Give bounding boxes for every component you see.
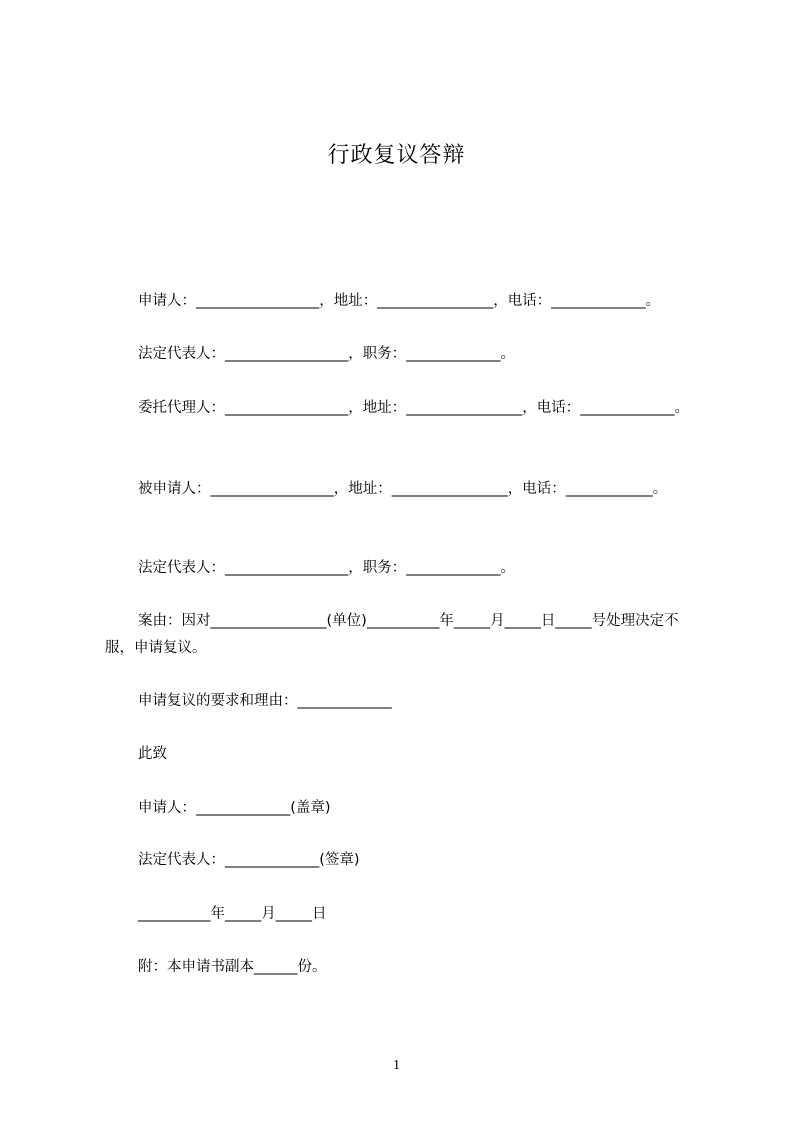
- applicant-line: 申请人：_________________，地址：________________，电话：_____________。: [138, 293, 660, 309]
- salutation-line: 此致: [138, 746, 167, 762]
- date-line: __________年_____月_____日: [138, 906, 327, 922]
- applicant-legal-rep-line: 法定代表人：_________________，职务：_____________。: [138, 346, 515, 362]
- document-title: 行政复议答辩: [327, 143, 466, 168]
- attachment-line: 附：本申请书副本______份。: [138, 959, 327, 975]
- case-reason-line: 案由：因对________________(单位)__________年_____月_____日_____号处理决定不服，申请复议。: [105, 613, 679, 656]
- agent-line: 委托代理人：_________________，地址：________________，电话：_____________。: [138, 400, 689, 416]
- request-reason-line: 申请复议的要求和理由：_____________: [138, 693, 392, 709]
- respondent-legal-rep-line: 法定代表人：_________________，职务：_____________。: [138, 560, 515, 576]
- page-number: 1: [393, 1058, 400, 1073]
- legal-rep-signature-line: 法定代表人：_____________(签章): [138, 852, 360, 868]
- respondent-line: 被申请人：_________________，地址：________________，电话：____________。: [138, 481, 668, 497]
- applicant-signature-line: 申请人：_____________(盖章): [138, 800, 331, 816]
